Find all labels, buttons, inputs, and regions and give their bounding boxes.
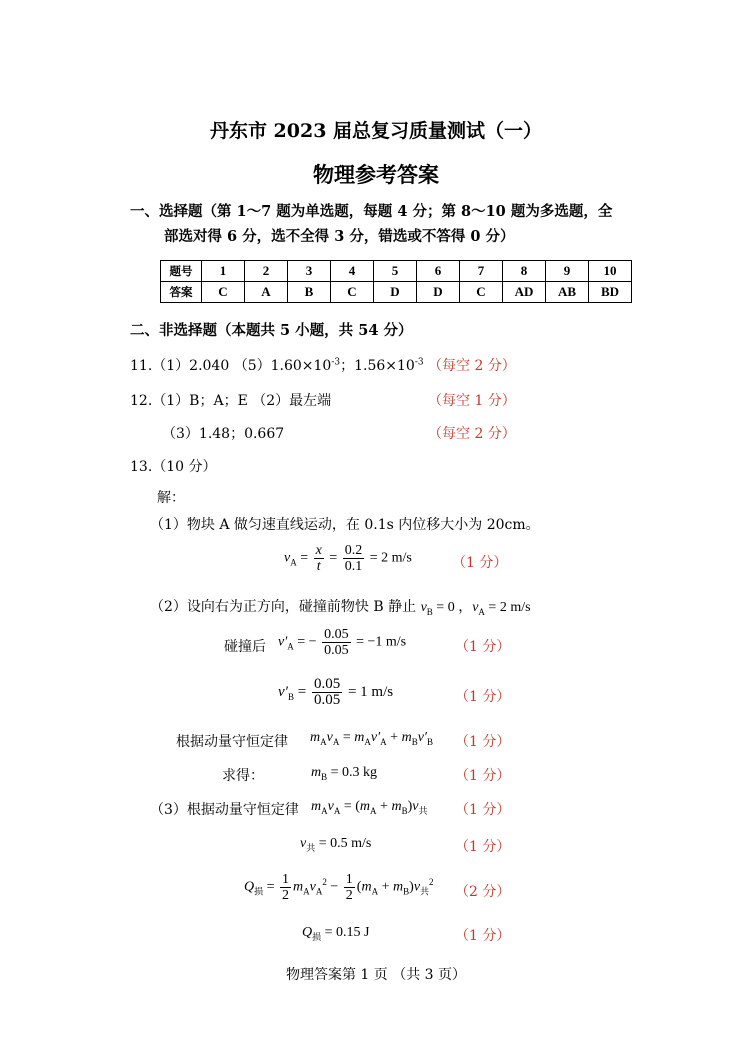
answer-cell: AD xyxy=(503,282,546,303)
answer-table-answer-row xyxy=(161,282,632,303)
q11-line xyxy=(130,355,424,375)
q11-sep: ；1.56×10 xyxy=(340,358,415,374)
eq3-velocity-b-after: $v'_B$ = $\frac{0.05}{0.05}$ = 1 m/s xyxy=(278,676,394,708)
eq6-momentum-common: $m_Av_A = (m_A + m_B)v_共$ xyxy=(311,799,428,816)
question-number: 1 xyxy=(202,261,245,282)
eq5-mass-b: $m_B = 0.3$ kg xyxy=(311,765,378,782)
answer-cell: AB xyxy=(546,282,589,303)
q11-number: 11. xyxy=(130,358,153,374)
section1-heading-line2: 部选对得 6 分，选不全得 3 分，错选或不答得 0 分） xyxy=(164,228,515,245)
q13-part1-text: （1）物块 A 做匀速直线运动，在 0.1s 内位移大小为 20cm。 xyxy=(150,517,540,533)
q12-score2: （每空 2 分） xyxy=(428,426,516,442)
eq1-velocity-a: $v_A$ = $\frac{x}{t}$ = $\frac{0.2}{0.1}$ = 2 m/s xyxy=(284,543,412,574)
eq8-score: （2 分） xyxy=(455,884,511,900)
question-number: 4 xyxy=(331,261,374,282)
question-number: 9 xyxy=(546,261,589,282)
q11-exp1: -3 xyxy=(331,357,341,368)
question-number: 8 xyxy=(503,261,546,282)
q11-part1: （1）2.040 xyxy=(152,358,230,374)
eq4-momentum: $m_Av_A = m_Av'_A + m_Bv'_B$ xyxy=(310,730,433,747)
after-collision-label: 碰撞后 xyxy=(224,639,266,655)
answer-cell: C xyxy=(202,282,245,303)
answer-cell: C xyxy=(460,282,503,303)
q11-score: （每空 2 分） xyxy=(428,358,516,374)
answer-cell: D xyxy=(374,282,417,303)
answer-table xyxy=(160,260,632,303)
eq9-score: （1 分） xyxy=(455,928,511,944)
q13-jie: 解： xyxy=(157,490,185,506)
eq7-common-velocity: $v_共 = 0.5$ m/s xyxy=(300,836,372,853)
q13-points: （10 分） xyxy=(152,459,217,475)
question-number: 5 xyxy=(374,261,417,282)
answer-cell: D xyxy=(417,282,460,303)
eq2-velocity-a-after: $v'_A$ = − $\frac{0.05}{0.05}$ = −1 m/s xyxy=(278,627,407,658)
question-number: 3 xyxy=(288,261,331,282)
q13-number: 13. xyxy=(130,459,153,475)
q12-score1: （每空 1 分） xyxy=(428,393,516,409)
question-number: 10 xyxy=(589,261,632,282)
eq5-score: （1 分） xyxy=(455,768,511,784)
eq4-score: （1 分） xyxy=(455,734,511,750)
eq1-score: （1 分） xyxy=(452,555,508,571)
q12-number: 12. xyxy=(130,393,153,409)
q13-header xyxy=(130,456,217,476)
eq8-energy-loss: $Q_损$ = $\frac{1}{2}$ $m_Av_A^2$ − $\frac{1}{2}$ $(m_A + m_B)v_共^2$ xyxy=(244,872,434,903)
eq2-score: （1 分） xyxy=(455,639,511,655)
q12-line2: （3）1.48；0.667 xyxy=(162,426,285,442)
answer-cell: BD xyxy=(589,282,632,303)
row-header-answer: 答案 xyxy=(161,282,202,303)
page-footer: 物理答案第 1 页 （共 3 页） xyxy=(285,967,467,983)
q13-part2-text: （2）设向右为正方向，碰撞前物快 B 静止 $v_B = 0$ ，$v_A = 2$ m/s xyxy=(150,599,531,617)
page-subtitle: 物理参考答案 xyxy=(313,162,439,187)
q11-exp2: -3 xyxy=(414,357,424,368)
eq3-score: （1 分） xyxy=(455,689,511,705)
answer-cell: C xyxy=(331,282,374,303)
q11-part5: （5）1.60×10 xyxy=(233,358,332,374)
answer-cell: B xyxy=(288,282,331,303)
answer-table-number-row xyxy=(161,261,632,282)
eq9-energy-loss-value: $Q_损 = 0.15$ J xyxy=(302,925,370,942)
section1-heading-line1: 一、选择题（第 1～7 题为单选题，每题 4 分；第 8～10 题为多选题，全 xyxy=(130,203,613,220)
momentum-label: 根据动量守恒定律 xyxy=(176,734,288,750)
q13-part3-text: （3）根据动量守恒定律 xyxy=(150,802,299,818)
page-title: 丹东市 2023 届总复习质量测试（一） xyxy=(209,120,543,142)
question-number: 6 xyxy=(417,261,460,282)
q12-answers1: （1）B；A；E （2）最左端 xyxy=(152,393,332,409)
fraction-values: $\frac{0.2}{0.1}$ xyxy=(344,543,363,574)
fraction-x-over-t: $\frac{x}{t}$ xyxy=(315,543,322,574)
answer-cell: A xyxy=(245,282,288,303)
q12-line1 xyxy=(130,390,331,410)
eq7-score: （1 分） xyxy=(455,839,511,855)
question-number: 7 xyxy=(460,261,503,282)
section2-heading: 二、非选择题（本题共 5 小题，共 54 分） xyxy=(130,322,413,339)
solve-label: 求得： xyxy=(222,768,264,784)
row-header-number: 题号 xyxy=(161,261,202,282)
eq6-score: （1 分） xyxy=(455,802,511,818)
question-number: 2 xyxy=(245,261,288,282)
